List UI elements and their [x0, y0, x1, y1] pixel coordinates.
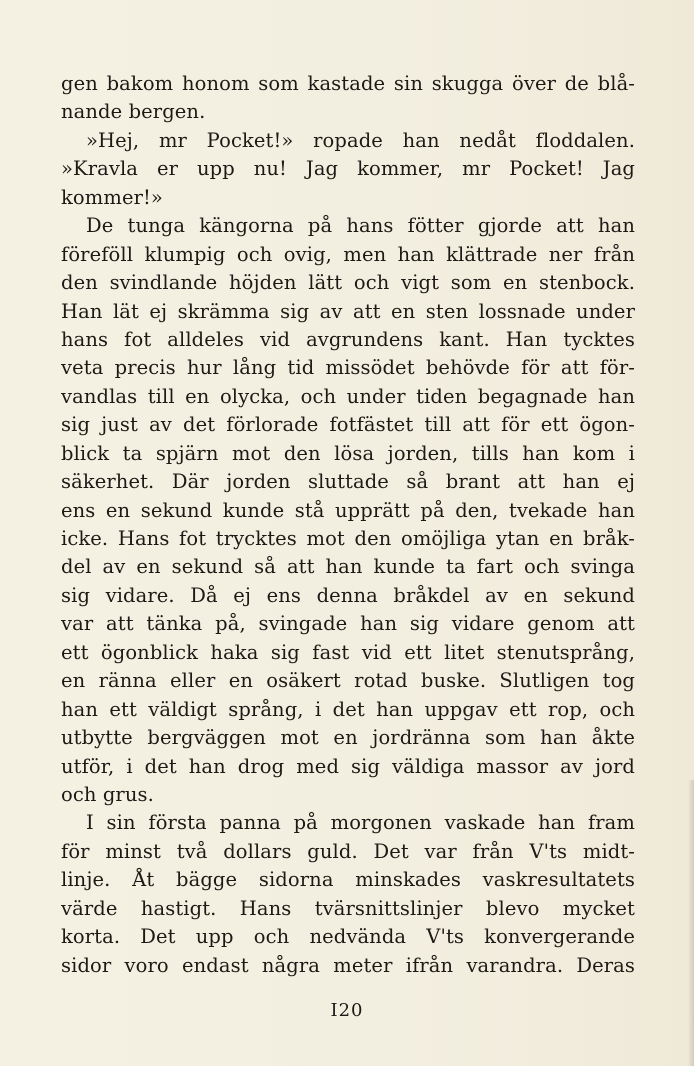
- text-line: en ränna eller en osäkert rotad buske. Slutligen tog: [61, 669, 635, 693]
- text-line: ett ögonblick haka sig fast vid ett litet stenutsprång,: [61, 640, 635, 664]
- text-line: veta precis hur lång tid missödet behövde för att för-: [61, 356, 635, 380]
- text-line: vandlas till en olycka, och under tiden begagnade han: [61, 384, 635, 408]
- text-line: De tunga kängorna på hans fötter gjorde att han: [86, 214, 635, 238]
- text-line: del av en sekund så att han kunde ta fart och svinga: [61, 555, 635, 579]
- text-line: han ett väldigt språng, i det han uppgav ett rop, och: [61, 697, 635, 721]
- body-text: [61, 70, 635, 980]
- text-line: och grus.: [61, 782, 154, 806]
- text-line: utför, i det han drog med sig väldiga massor av jord: [61, 754, 635, 778]
- text-line: ens en sekund kunde stå upprätt på den, tvekade han: [61, 498, 635, 522]
- text-line: var att tänka på, svingade han sig vidare genom att: [61, 612, 635, 636]
- text-line: säkerhet. Där jorden sluttade så brant att han ej: [61, 470, 635, 494]
- text-line: värde hastigt. Hans tvärsnittslinjer blevo mycket: [61, 896, 635, 920]
- text-line: korta. Det upp och nedvända V'ts konvergerande: [61, 925, 635, 949]
- text-line: blick ta spjärn mot den lösa jorden, tills han kom i: [61, 441, 635, 465]
- text-line: kommer!»: [61, 185, 163, 209]
- text-line: »Kravla er upp nu! Jag kommer, mr Pocket! Jag: [61, 157, 635, 181]
- page-number: I20: [330, 1000, 364, 1021]
- text-line: linje. Åt bägge sidorna minskades vaskresultatets: [61, 868, 635, 892]
- text-line: utbytte bergväggen mot en jordränna som han åkte: [61, 726, 635, 750]
- text-line: för minst två dollars guld. Det var från V'ts midt-: [61, 839, 635, 863]
- text-line: den svindlande höjden lätt och vigt som en stenbock.: [61, 271, 635, 295]
- text-line: I sin första panna på morgonen vaskade han fram: [86, 811, 635, 835]
- text-line: »Hej, mr Pocket!» ropade han nedåt floddalen.: [86, 128, 635, 152]
- text-line: sig just av det förlorade fotfästet till att för ett ögon-: [61, 413, 635, 437]
- text-line: nande bergen.: [61, 100, 206, 124]
- text-line: icke. Hans fot trycktes mot den omöjliga ytan en bråk-: [61, 527, 635, 550]
- text-line: sig vidare. Då ej ens denna bråkdel av en sekund: [61, 583, 635, 607]
- text-line: hans fot alldeles vid avgrundens kant. Han tycktes: [61, 327, 635, 351]
- text-line: sidor voro endast några meter ifrån varandra. Deras: [61, 953, 635, 977]
- page-edge-shadow: [688, 780, 694, 1066]
- text-line: Han lät ej skrämma sig av att en sten lossnade under: [61, 299, 635, 323]
- text-line: gen bakom honom som kastade sin skugga över de blå-: [61, 72, 635, 95]
- text-line: föreföll klumpig och ovig, men han klättrade ner från: [61, 242, 635, 266]
